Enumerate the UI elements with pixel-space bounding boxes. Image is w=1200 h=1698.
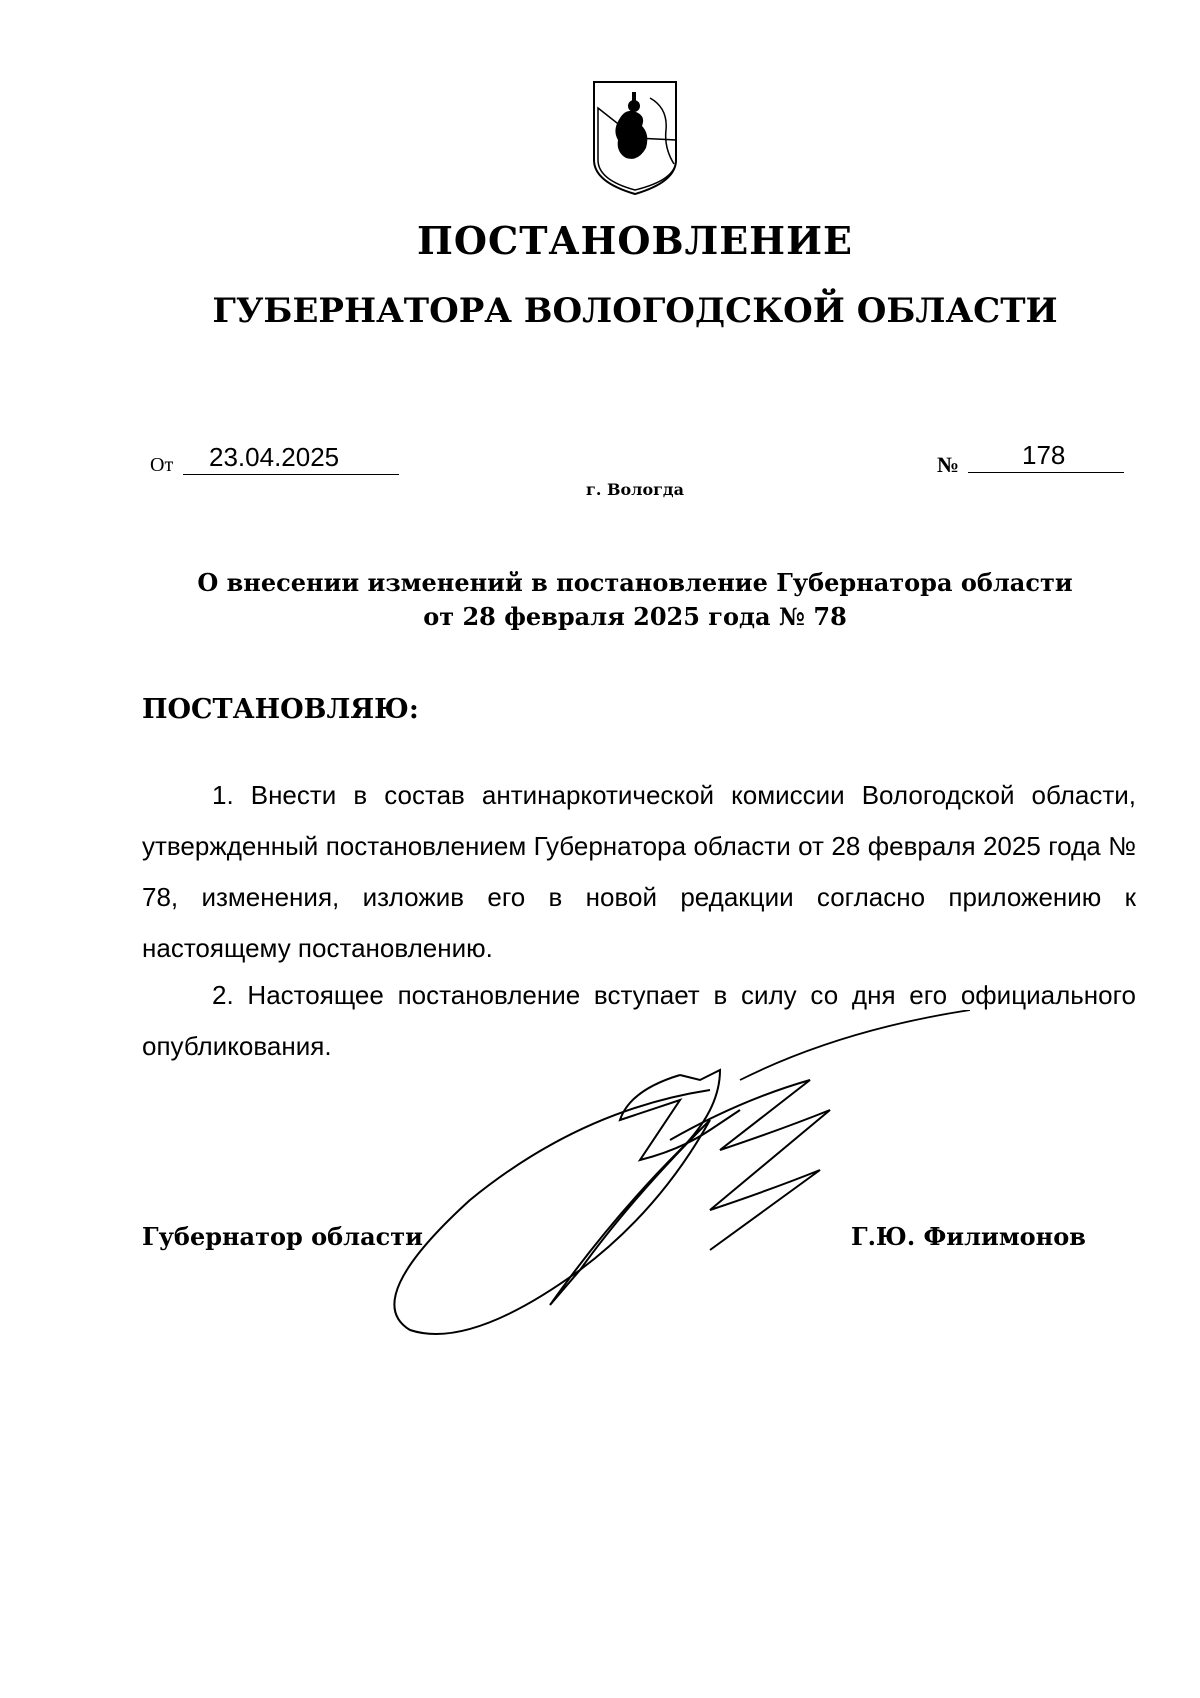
document-date: 23.04.2025 [209,442,340,472]
date-field [183,442,399,475]
document-number: 178 [1022,440,1066,470]
document-title: ПОСТАНОВЛЕНИЕ [417,218,853,263]
date-label: От [150,454,174,476]
subject-line-2: от 28 февраля 2025 года № 78 [423,602,847,631]
paragraph-1: 1. Внести в состав антинаркотической комиссии Вологодской области, утвержденный постановлением Губернатора области от 28 февраля 2025 года № 78, изменения, изложив его в новой редакции согласно приложению к настоящему постановлению. [142,780,1136,963]
signatory-name: Г.Ю. Филимонов [851,1222,1086,1251]
document-issuer: ГУБЕРНАТОРА ВОЛОГОДСКОЙ ОБЛАСТИ [212,291,1058,331]
number-label: № [937,452,960,477]
handwritten-signature [380,1010,980,1340]
number-field [968,440,1124,473]
subject-line-1: О внесении изменений в постановление Губернатора области [197,568,1073,597]
document-subject [0,566,1200,634]
decree-heading: ПОСТАНОВЛЯЮ: [142,694,419,725]
city-label: г. Вологда [586,480,684,499]
coat-of-arms-icon [590,78,680,198]
paragraph-2: 2. Настоящее постановление вступает в силу со дня его официального опубликования. [142,980,1136,1061]
signatory-position: Губернатор области [142,1222,423,1251]
